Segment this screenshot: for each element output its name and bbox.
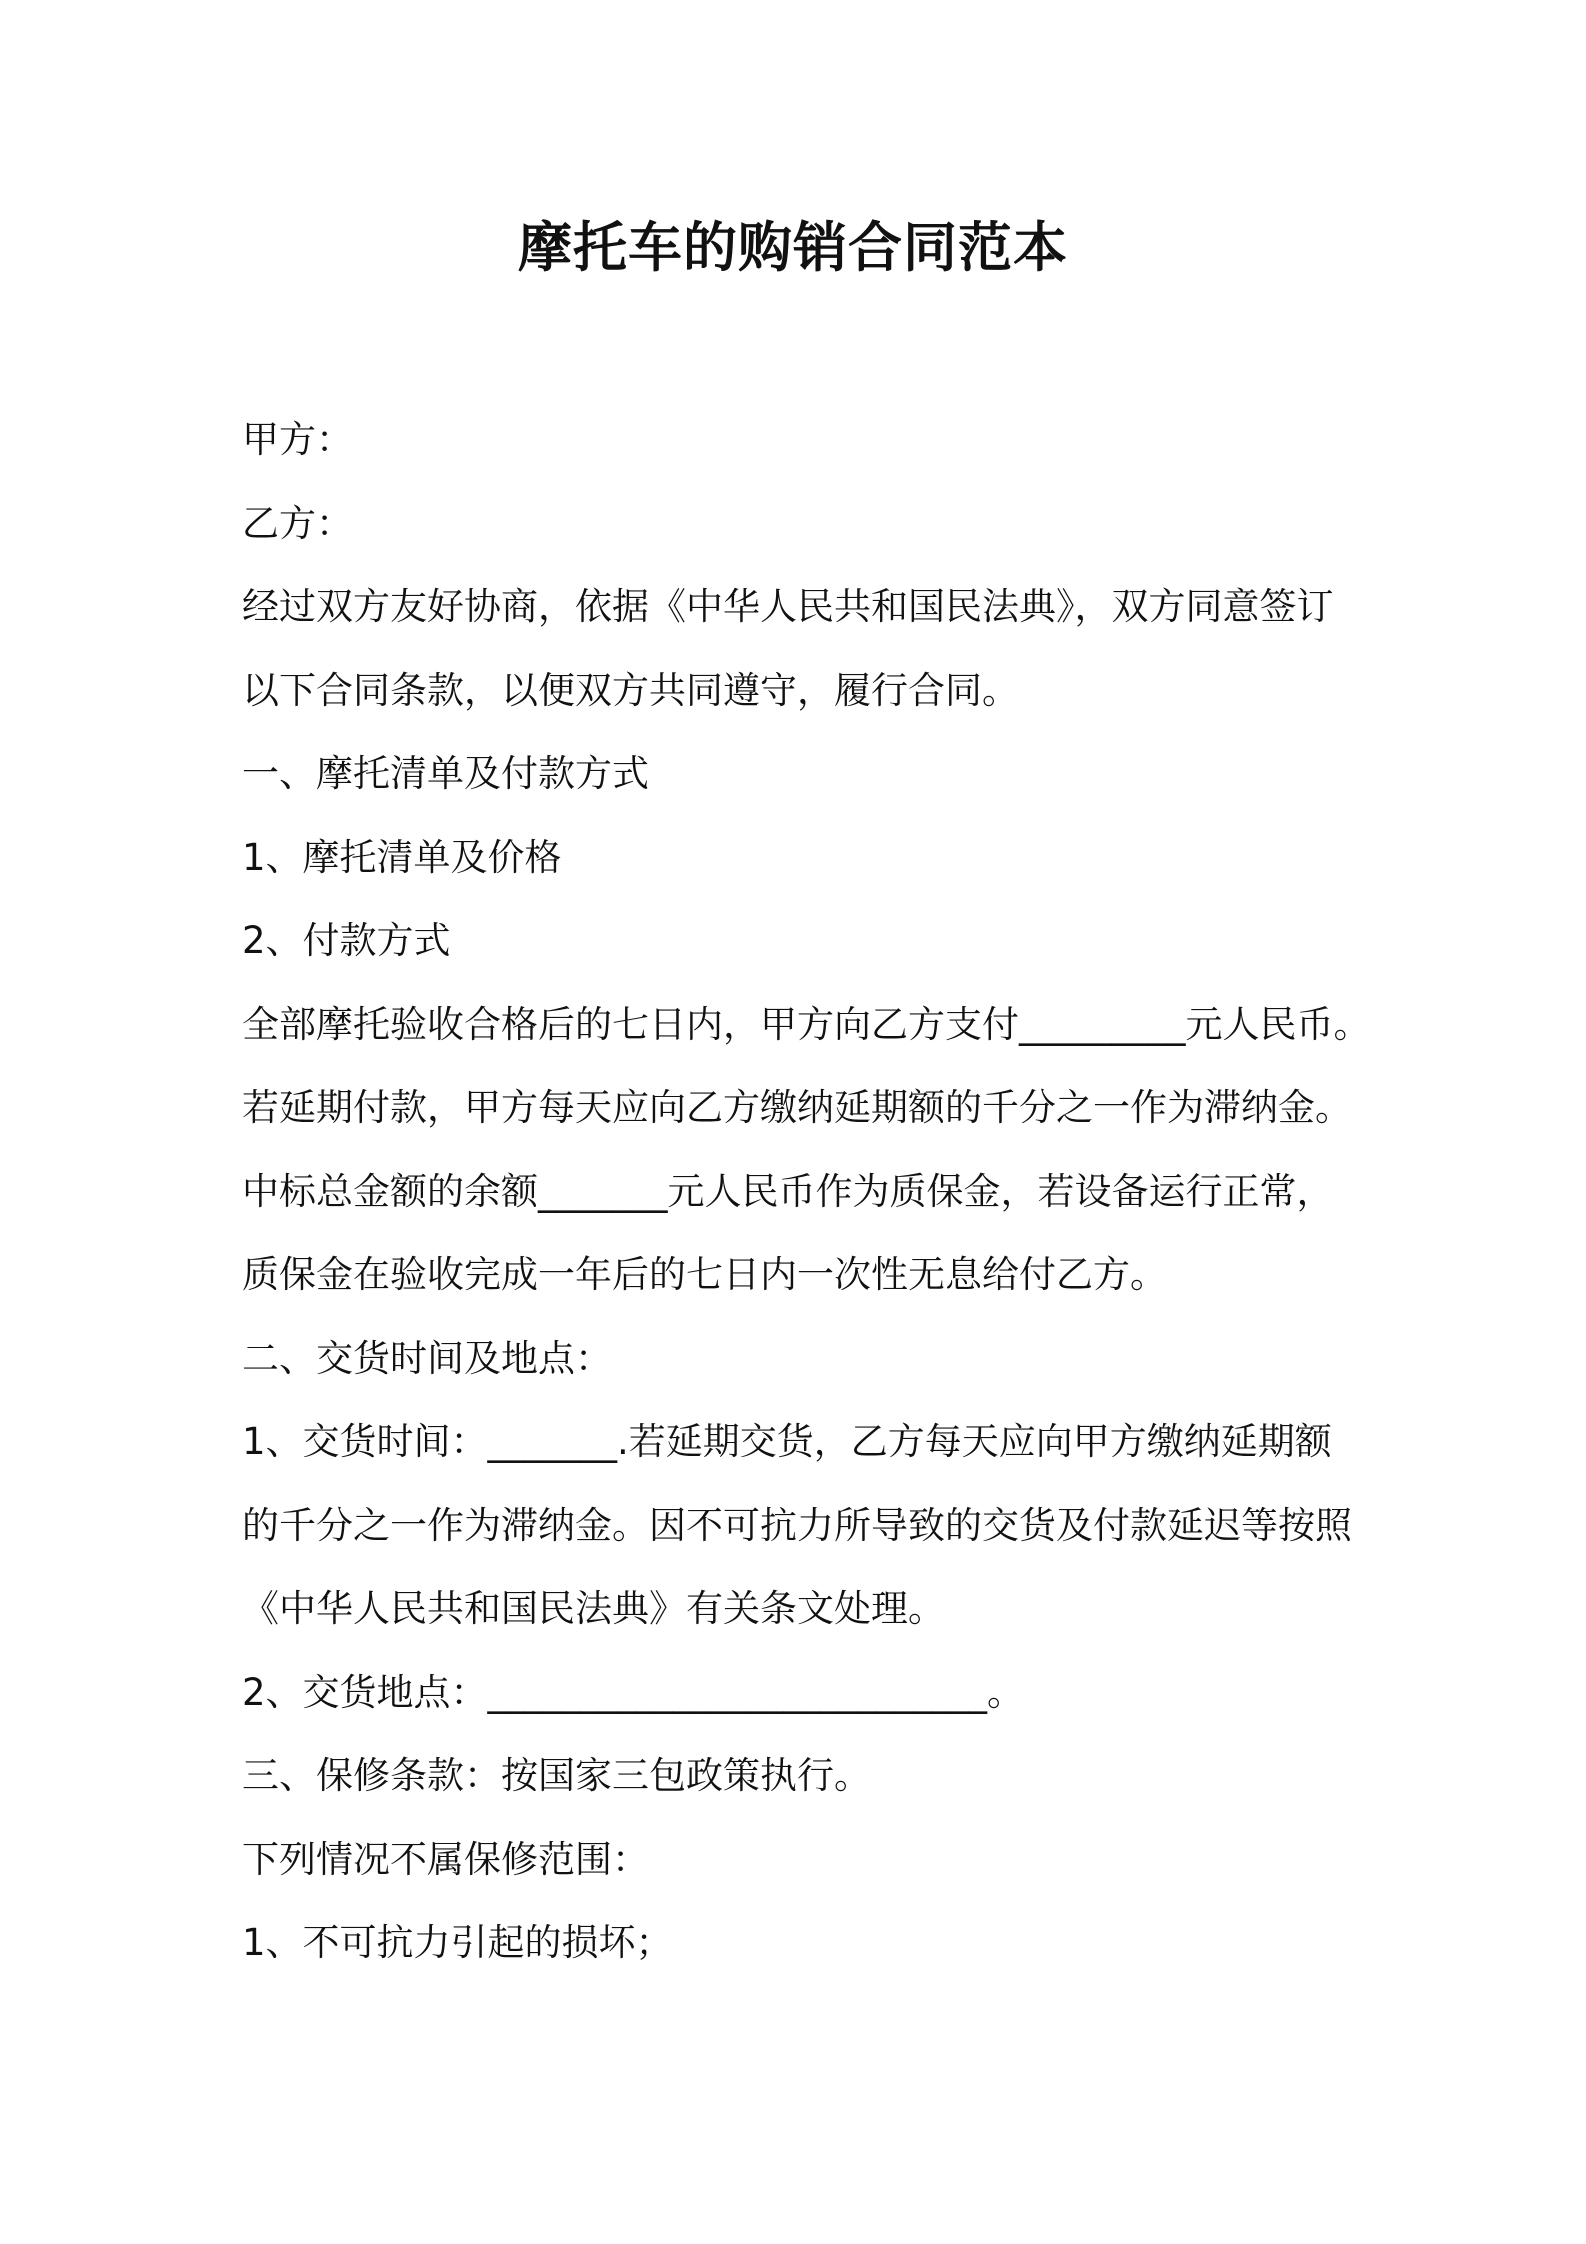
delivery-time-line-1: 1、交货时间：_______.若延期交货，乙方每天应向甲方缴纳延期额 xyxy=(242,1420,1332,1463)
section-1-item-1: 1、摩托清单及价格 xyxy=(242,835,562,879)
section-3-heading: 三、保修条款：按国家三包政策执行。 xyxy=(242,1754,871,1797)
section-2-heading: 二、交货时间及地点： xyxy=(242,1336,612,1380)
preamble-line-2: 以下合同条款，以便双方共同遵守，履行合同。 xyxy=(242,668,1019,712)
party-b-line: 乙方： xyxy=(242,501,353,545)
payment-clause-line-4: 质保金在验收完成一年后的七日内一次性无息给付乙方。 xyxy=(242,1253,1167,1296)
warranty-exclusions-heading: 下列情况不属保修范围： xyxy=(242,1837,649,1881)
preamble-line-1: 经过双方友好协商，依据《中华人民共和国民法典》，双方同意签订 xyxy=(242,585,1334,628)
document-title: 摩托车的购销合同范本 xyxy=(518,216,1068,279)
section-1-item-2: 2、付款方式 xyxy=(242,919,451,962)
payment-clause-line-1: 全部摩托验收合格后的七日内，甲方向乙方支付_________元人民币。 xyxy=(242,1002,1371,1046)
document-body xyxy=(242,398,1371,1985)
delivery-time-line-2: 的千分之一作为滞纳金。因不可抗力所导致的交货及付款延迟等按照 xyxy=(242,1503,1352,1547)
party-a-line: 甲方： xyxy=(242,418,353,461)
delivery-place-line: 2、交货地点：___________________________。 xyxy=(242,1670,1025,1714)
warranty-exclusion-item-1: 1、不可抗力引起的损坏； xyxy=(242,1921,673,1964)
payment-clause-line-2: 若延期付款，甲方每天应向乙方缴纳延期额的千分之一作为滞纳金。 xyxy=(242,1086,1352,1129)
delivery-time-line-3: 《中华人民共和国民法典》有关条文处理。 xyxy=(242,1587,945,1630)
payment-clause-line-3: 中标总金额的余额_______元人民币作为质保金，若设备运行正常， xyxy=(242,1169,1334,1213)
section-1-heading: 一、摩托清单及付款方式 xyxy=(242,752,649,795)
